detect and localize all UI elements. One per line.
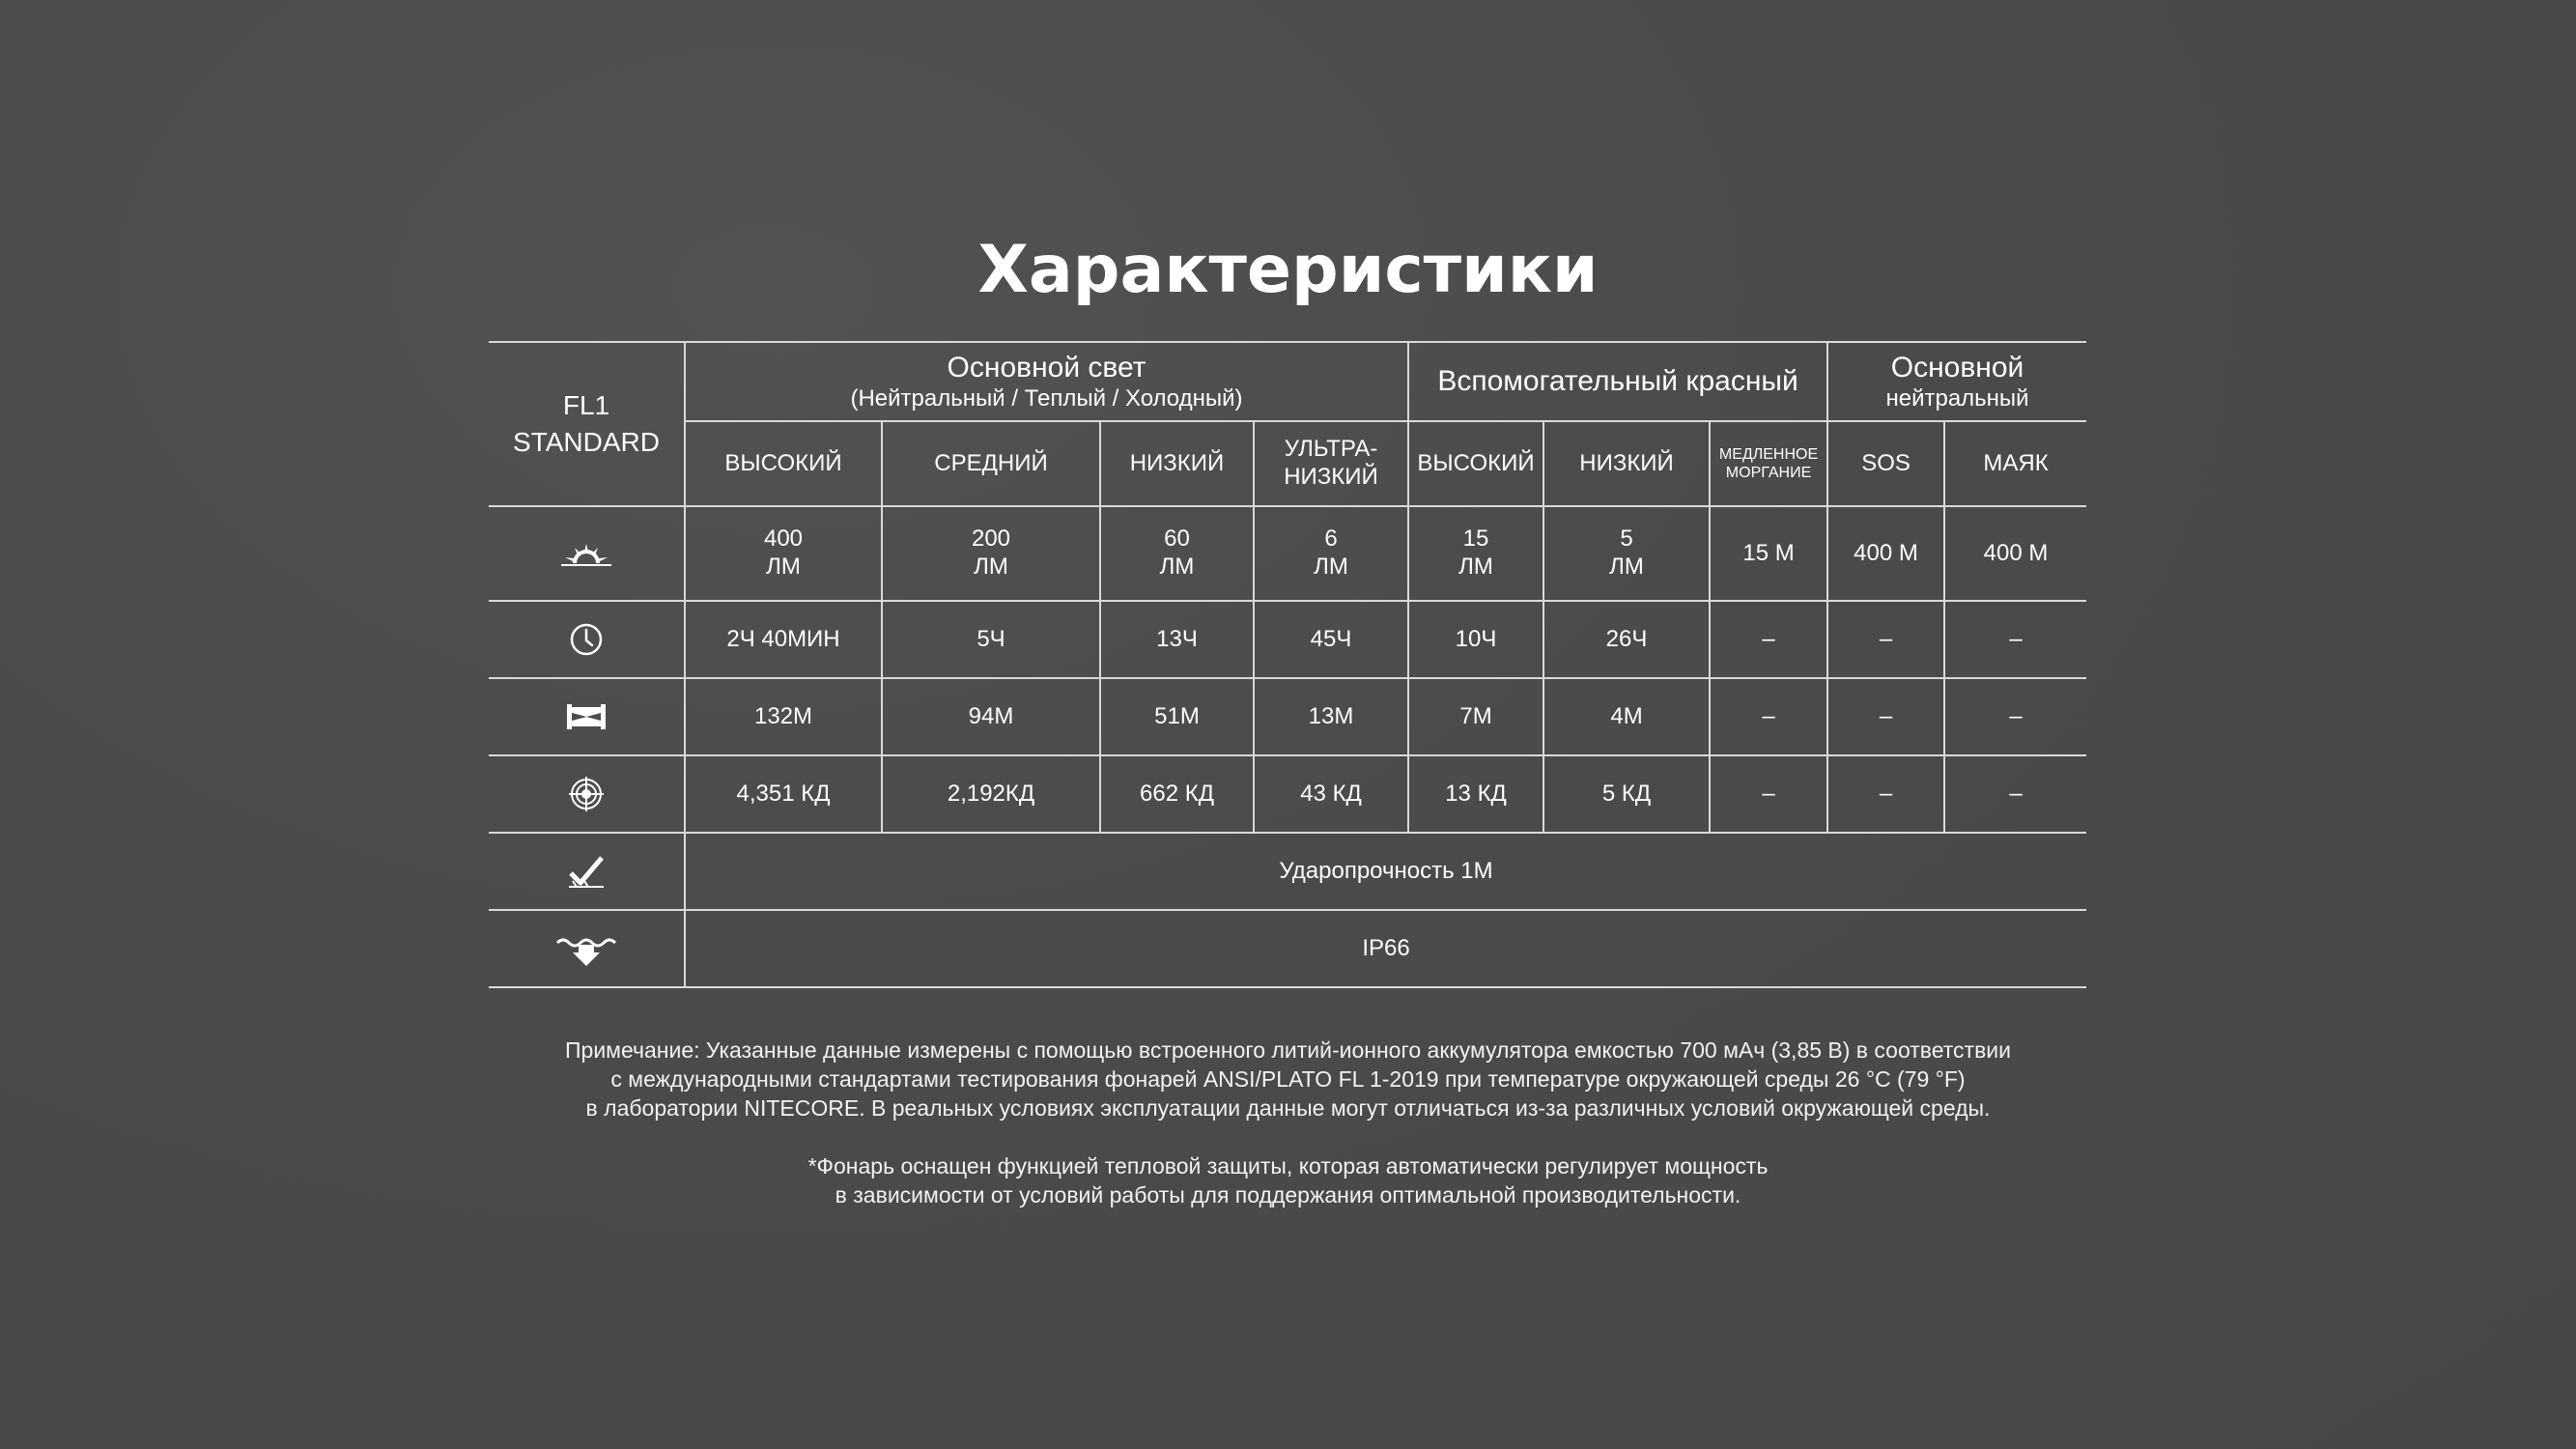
impact-icon	[565, 852, 608, 891]
impact-value: Ударопрочность 1М	[685, 833, 2086, 910]
mode-header: УЛЬТРА- НИЗКИЙ	[1254, 421, 1408, 506]
table-cell: 15 М	[1710, 506, 1827, 601]
table-cell: 13М	[1254, 678, 1408, 755]
modes-row	[489, 421, 2086, 506]
row-icon-cell	[489, 506, 685, 601]
notes	[0, 1036, 2576, 1209]
table-cell: –	[1944, 755, 2086, 833]
table-cell: 60 ЛМ	[1100, 506, 1254, 601]
table-cell: –	[1827, 601, 1944, 678]
impact-row	[489, 833, 2086, 910]
output-row	[489, 506, 2086, 601]
group-main-title: Основной свет	[947, 351, 1146, 384]
table-cell: 15 ЛМ	[1408, 506, 1543, 601]
table-cell: 5Ч	[882, 601, 1100, 678]
target-icon	[567, 775, 606, 813]
group-main-subtitle: (Нейтральный / Теплый / Холодный)	[850, 384, 1243, 412]
table-cell: 200 ЛМ	[882, 506, 1100, 601]
table-cell: 400 М	[1944, 506, 2086, 601]
table-cell: 51М	[1100, 678, 1254, 755]
note-line: с международными стандартами тестирования фонарей ANSI/PLATO FL 1-2019 при температуре окружающей среды 26 °C (79 °F)	[610, 1066, 1966, 1092]
group-aux-red	[1408, 342, 1827, 421]
table-cell: –	[1944, 678, 2086, 755]
row-icon-cell	[489, 601, 685, 678]
table-cell: –	[1710, 678, 1827, 755]
table-cell: 5 ЛМ	[1543, 506, 1710, 601]
footnote-line: в зависимости от условий работы для поддержания оптимальной производительности.	[835, 1182, 1741, 1208]
group-aux-title: Вспомогательный красный	[1437, 365, 1798, 397]
mode-header: НИЗКИЙ	[1100, 421, 1254, 506]
note-line: в лаборатории NITECORE. В реальных условиях эксплуатации данные могут отличаться из-за различных условий окружающей среды.	[585, 1095, 1991, 1121]
mode-header: SOS	[1827, 421, 1944, 506]
sun-burst-icon	[557, 536, 615, 571]
mode-header: НИЗКИЙ	[1543, 421, 1710, 506]
mode-header: СРЕДНИЙ	[882, 421, 1100, 506]
mode-header: МЕДЛЕННОЕ МОРГАНИЕ	[1710, 421, 1827, 506]
table-cell: 5 КД	[1543, 755, 1710, 833]
table-cell: 400 М	[1827, 506, 1944, 601]
page-title: Характеристики	[977, 232, 1599, 308]
intensity-row	[489, 755, 2086, 833]
mode-header: ВЫСОКИЙ	[1408, 421, 1543, 506]
table-cell: –	[1710, 601, 1827, 678]
table-cell: 400 ЛМ	[685, 506, 882, 601]
table-cell: 7М	[1408, 678, 1543, 755]
group-basic-title: Основной	[1890, 351, 2024, 384]
water-icon	[555, 929, 617, 968]
mode-header: МАЯК	[1944, 421, 2086, 506]
table-cell: –	[1710, 755, 1827, 833]
footnote-line: *Фонарь оснащен функцией тепловой защиты, которая автоматически регулирует мощность	[807, 1153, 1769, 1179]
table-cell: 43 КД	[1254, 755, 1408, 833]
row-icon-cell	[489, 755, 685, 833]
table-cell: 662 КД	[1100, 755, 1254, 833]
distance-row	[489, 678, 2086, 755]
group-basic-neutral	[1827, 342, 2086, 421]
beam-distance-icon	[565, 701, 608, 732]
table-cell: 13 КД	[1408, 755, 1543, 833]
table-cell: 2,192КД	[882, 755, 1100, 833]
table-cell: 132М	[685, 678, 882, 755]
table-cell: 4М	[1543, 678, 1710, 755]
table-cell: 45Ч	[1254, 601, 1408, 678]
table-cell: –	[1944, 601, 2086, 678]
water-row	[489, 910, 2086, 987]
table-cell: 13Ч	[1100, 601, 1254, 678]
table-cell: 2Ч 40МИН	[685, 601, 882, 678]
note-line: Примечание: Указанные данные измерены с помощью встроенного литий-ионного аккумулятора емкостью 700 мАч (3,85 В) в соответствии	[565, 1037, 2011, 1063]
table-cell: 10Ч	[1408, 601, 1543, 678]
row-icon-cell	[489, 833, 685, 910]
table-cell: 94М	[882, 678, 1100, 755]
group-basic-subtitle: нейтральный	[1885, 384, 2029, 412]
model-name: FL1	[562, 390, 610, 421]
clock-icon	[567, 620, 606, 659]
row-icon-cell	[489, 678, 685, 755]
specs-table	[489, 341, 2086, 988]
table-cell: 26Ч	[1543, 601, 1710, 678]
runtime-row	[489, 601, 2086, 678]
model-variant: STANDARD	[513, 427, 660, 457]
water-value: IP66	[685, 910, 2086, 987]
table-cell: 6 ЛМ	[1254, 506, 1408, 601]
model-cell	[489, 342, 685, 506]
table-cell: –	[1827, 755, 1944, 833]
mode-header: ВЫСОКИЙ	[685, 421, 882, 506]
group-main-light	[685, 342, 1408, 421]
table-cell: 4,351 КД	[685, 755, 882, 833]
row-icon-cell	[489, 910, 685, 987]
table-cell: –	[1827, 678, 1944, 755]
